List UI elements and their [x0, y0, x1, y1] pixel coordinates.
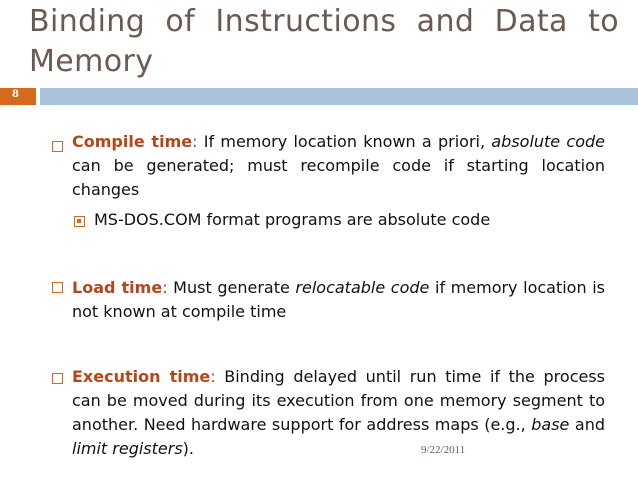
- bullet-text: Must generate: [167, 278, 296, 297]
- bullet-italic-text: limit registers: [72, 439, 183, 458]
- slide-title: Binding of Instructions and Data to Memory: [29, 4, 619, 79]
- bullet-box-icon: [52, 141, 63, 152]
- bullet-italic-text: relocatable code: [295, 278, 430, 297]
- slide-date: 9/22/2011: [421, 444, 466, 456]
- title-underline-bar: [40, 88, 638, 105]
- bullet-colon: :: [192, 132, 198, 151]
- bullet-box-icon: [52, 282, 63, 293]
- sub-bullet-text: MS-DOS.COM format programs are absolute code: [94, 210, 491, 229]
- bullet-text: If memory location known a priori,: [197, 132, 492, 151]
- bullet-text: can be generated; must recompile code if starting location changes: [72, 156, 605, 199]
- bullet-term: Load time: [72, 278, 163, 297]
- bullet-text: and: [569, 415, 606, 434]
- bullet-colon: :: [162, 278, 168, 297]
- bullet-term: Compile time: [72, 132, 193, 151]
- slide-number: 8: [12, 89, 19, 100]
- bullet-colon: :: [210, 367, 216, 386]
- bullet-execution-time: [72, 365, 605, 461]
- bullet-term: Execution time: [72, 367, 211, 386]
- bullet-text: if memory location is not known at compile time: [72, 278, 605, 321]
- bullet-box-icon: [52, 373, 63, 384]
- sub-bullet-icon: [74, 216, 85, 227]
- bullet-text: ).: [182, 439, 194, 458]
- bullet-compile-time: [72, 130, 605, 202]
- bullet-italic-text: base: [531, 415, 570, 434]
- bullet-load-time: [72, 276, 605, 324]
- bullet-text: Binding delayed until run time if the process can be moved during its execution from one memory segment to another. Need hardware support for address maps (e.g.,: [72, 367, 606, 434]
- bullet-italic-text: absolute code: [491, 132, 606, 151]
